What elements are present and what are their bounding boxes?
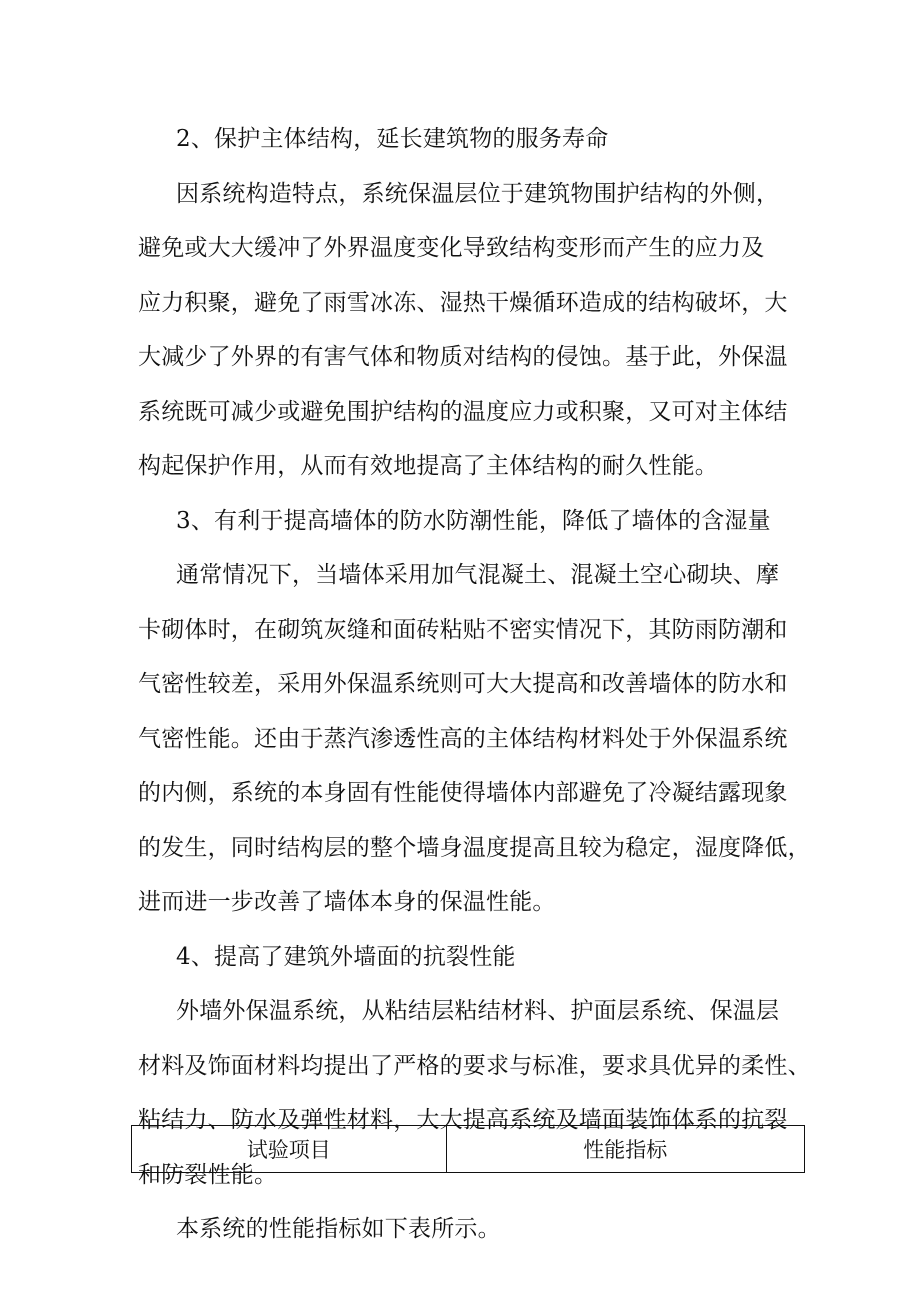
table-header-test-item: 试验项目	[132, 1126, 447, 1173]
paragraph-line: 系统既可减少或避免围护结构的温度应力或积聚，又可对主体结	[138, 398, 788, 425]
table-header-performance-index: 性能指标	[446, 1126, 804, 1173]
paragraph-line: 气密性能。还由于蒸汽渗透性高的主体结构材料处于外保温系统	[138, 725, 788, 752]
paragraph-line: 因系统构造特点，系统保温层位于建筑物围护结构的外侧，	[176, 180, 780, 207]
table-header-row	[132, 1126, 805, 1173]
paragraph-line: 进而进一步改善了墙体本身的保温性能。	[138, 889, 556, 915]
document-body	[138, 112, 811, 1257]
section-heading-crack-resistance: 4、提高了建筑外墙面的抗裂性能	[176, 943, 516, 970]
paragraph-line: 应力积聚，避免了雨雪冰冻、湿热干燥循环造成的结构破坏，大	[138, 289, 788, 316]
paragraph-line: 通常情况下，当墙体采用加气混凝土、混凝土空心砌块、摩	[176, 562, 780, 588]
paragraph-line: 构起保护作用，从而有效地提高了主体结构的耐久性能。	[138, 453, 718, 479]
performance-table	[131, 1125, 805, 1173]
paragraph-line: 气密性较差，采用外保温系统则可大大提高和改善墙体的防水和	[138, 671, 788, 697]
paragraph-line: 避免或大大缓冲了外界温度变化导致结构变形而产生的应力及	[138, 235, 765, 261]
section-heading-protect-structure: 2、保护主体结构，延长建筑物的服务寿命	[176, 126, 609, 152]
paragraph-line: 的发生，同时结构层的整个墙身温度提高且较为稳定，湿度降低，	[138, 834, 811, 861]
paragraph-line: 和防裂性能。	[138, 1161, 278, 1188]
paragraph-line: 卡砌体时，在砌筑灰缝和面砖粘贴不密实情况下，其防雨防潮和	[138, 616, 788, 643]
paragraph-line: 材料及饰面材料均提出了严格的要求与标准，要求具优异的柔性、	[138, 1052, 811, 1079]
paragraph-line: 外墙外保温系统，从粘结层粘结材料、护面层系统、保温层	[176, 998, 780, 1024]
paragraph-line: 的内侧，系统的本身固有性能使得墙体内部避免了冷凝结露现象	[138, 780, 788, 806]
table-intro: 本系统的性能指标如下表所示。	[176, 1216, 501, 1242]
paragraph-line: 大减少了外界的有害气体和物质对结构的侵蚀。基于此，外保温	[138, 344, 788, 370]
section-heading-waterproof: 3、有利于提高墙体的防水防潮性能，降低了墙体的含湿量	[176, 507, 771, 534]
paragraph-line: 粘结力、防水及弹性材料，大大提高系统及墙面装饰体系的抗裂	[138, 1107, 788, 1133]
